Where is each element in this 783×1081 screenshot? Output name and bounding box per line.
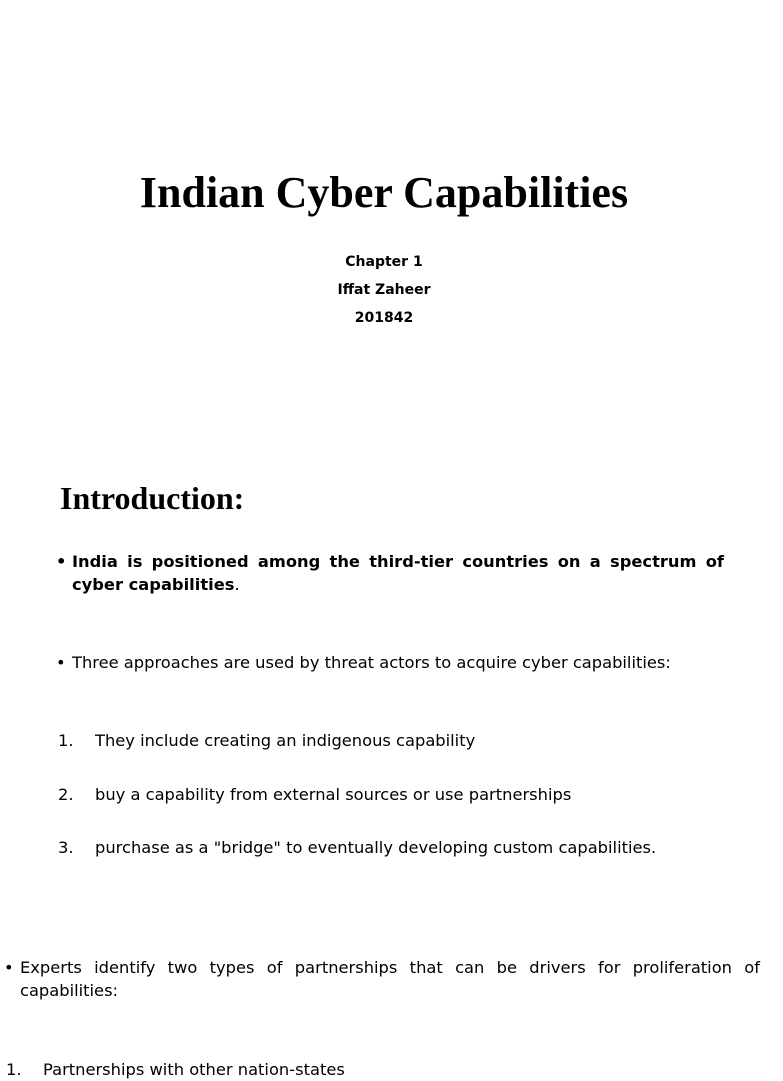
item-number: 1. bbox=[58, 731, 74, 750]
bullet-partnership-types bbox=[4, 956, 760, 1002]
item-text: Partnerships with other nation-states bbox=[43, 1060, 345, 1079]
student-id: 201842 bbox=[354, 310, 414, 326]
bullet-text-end: . bbox=[234, 575, 240, 594]
partnerships-slide bbox=[0, 880, 768, 1079]
author-name: Iffat Zaheer bbox=[337, 282, 431, 298]
item-text: They include creating an indigenous capability bbox=[95, 731, 476, 750]
slide-title: Indian Cyber Capabilities bbox=[139, 168, 629, 217]
bullet-text: Three approaches are used by threat actors to acquire cyber capabilities: bbox=[72, 653, 671, 672]
chapter-label: Chapter 1 bbox=[345, 254, 423, 270]
title-slide bbox=[0, 0, 768, 448]
bullet-three-approaches bbox=[56, 651, 724, 674]
item-number: 3. bbox=[58, 838, 74, 857]
bullet-text: India is positioned among the third-tier countries on a spectrum of cyber capabilities bbox=[72, 552, 724, 594]
numbered-item-3 bbox=[56, 836, 747, 859]
introduction-slide bbox=[0, 448, 768, 880]
numbered-item-1 bbox=[56, 729, 747, 752]
item-number: 2. bbox=[58, 785, 74, 804]
item-number: 1. bbox=[6, 1060, 22, 1079]
bullet-marker: • bbox=[4, 958, 14, 977]
bullet-india-tier bbox=[56, 550, 724, 596]
item-text: buy a capability from external sources or use partnerships bbox=[95, 785, 572, 804]
bullet-marker: • bbox=[56, 653, 66, 672]
introduction-heading: Introduction: bbox=[60, 480, 245, 516]
bullet-marker: • bbox=[56, 552, 67, 571]
item-text: purchase as a "bridge" to eventually developing custom capabilities. bbox=[95, 838, 657, 857]
bullet-text: Experts identify two types of partnerships that can be drivers for proliferation of capabilities: bbox=[20, 958, 760, 1000]
numbered-item-2 bbox=[56, 783, 747, 806]
numbered-item-1 bbox=[4, 1058, 783, 1081]
